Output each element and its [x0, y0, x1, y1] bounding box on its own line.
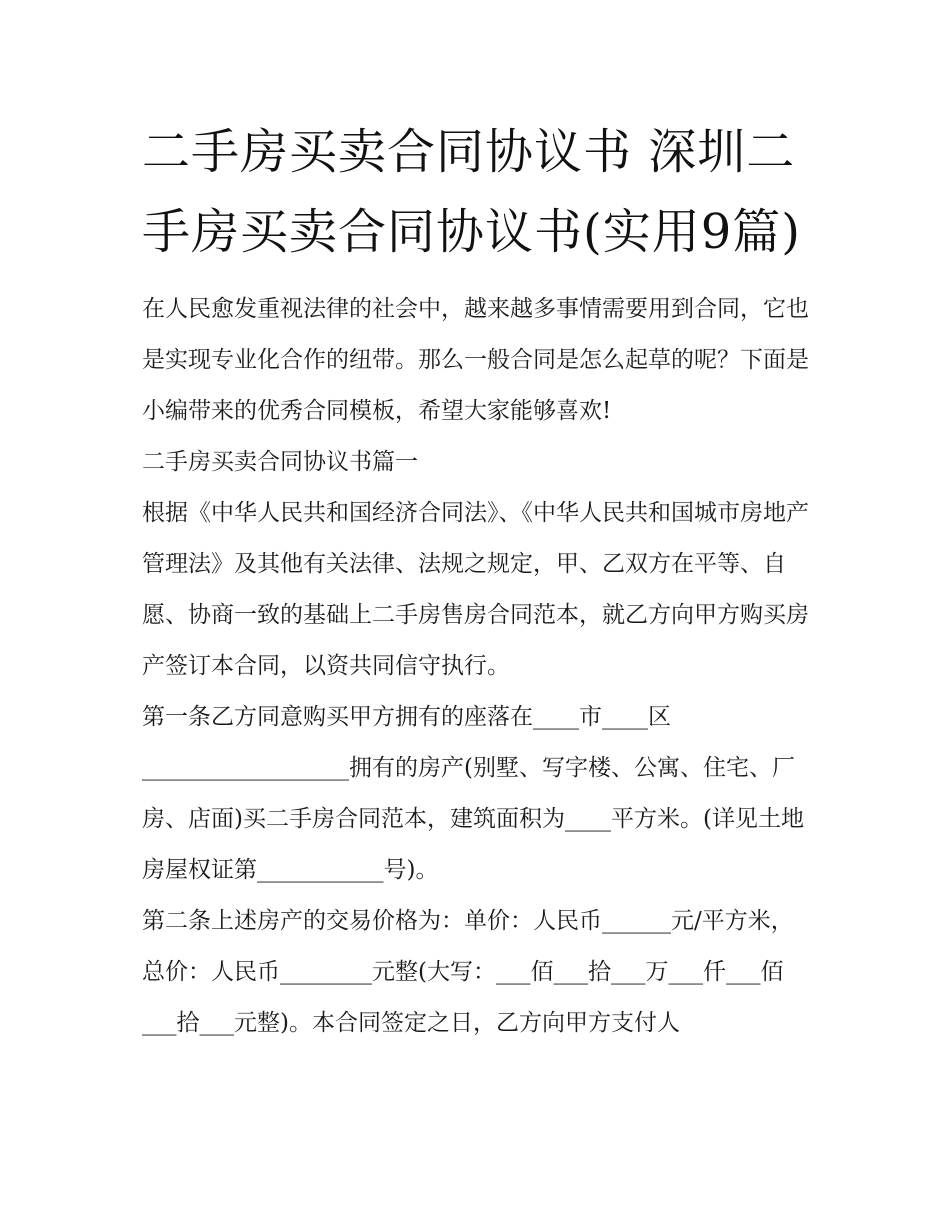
section-heading: 二手房买卖合同协议书篇一 [142, 449, 418, 475]
document-title: 二手房买卖合同协议书 深圳二手房买卖合同协议书(实用9篇) [142, 124, 801, 260]
document-body [142, 284, 814, 1049]
preamble-paragraph: 根据《中华人民共和国经济合同法》、《中华人民共和国城市房地产管理法》及其他有关法律、法规之规定，甲、乙双方在平等、自愿、协商一致的基础上二手房售房合同范本，就乙方向甲方购买房产签订本合同，以资共同信守执行。 [142, 500, 809, 679]
article-one-paragraph: 第一条乙方同意购买甲方拥有的座落在____市____区__________________拥有的房产(别墅、写字楼、公寓、住宅、厂房、店面)买二手房合同范本，建筑面积为____平方米。(详见土地房屋权证第___________号)。 [142, 704, 804, 883]
intro-paragraph: 在人民愈发重视法律的社会中，越来越多事情需要用到合同，它也是实现专业化合作的纽带。那么一般合同是怎么起草的呢？下面是小编带来的优秀合同模板，希望大家能够喜欢! [142, 296, 809, 424]
document-page [142, 112, 814, 1049]
article-two-paragraph: 第二条上述房产的交易价格为：单价：人民币______元/平方米，总价：人民币________元整(大写：___佰___拾___万___仟___佰___拾___元整)。本合同签定之日，乙方向甲方支付人 [142, 908, 794, 1036]
